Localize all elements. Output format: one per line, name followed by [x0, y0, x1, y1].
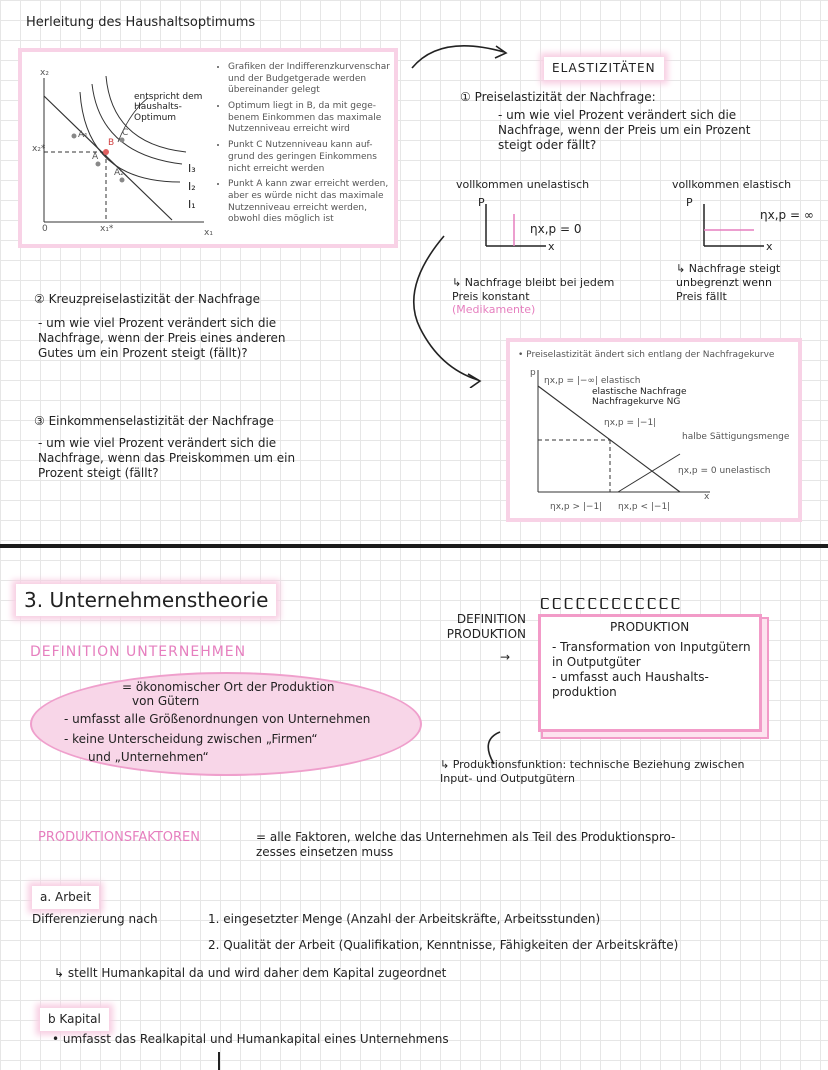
label-zero-elastic: ηx,p = 0 unelastisch	[678, 466, 771, 476]
def-line: - umfasst alle Größenordnungen von Unternehmen	[64, 712, 371, 726]
def-line: von Gütern	[132, 694, 200, 708]
einkommen-text: - um wie viel Prozent verändert sich die Nachfrage, wenn das Preiskommen um ein Prozent steigt (fällt?	[38, 436, 296, 480]
label-hand-elastic: elastische Nachfrage Nachfragekurve NG	[592, 387, 687, 407]
axis-label-x1: x₁	[204, 228, 213, 238]
page-title: Herleitung des Haushaltsoptimums	[26, 15, 256, 30]
unelastic-note-example: (Medikamente)	[452, 303, 536, 317]
demand-curve-diagram	[510, 342, 798, 518]
point-b	[103, 149, 109, 155]
arrow-to-elasticities	[412, 46, 504, 68]
curve-label-i3: I₃	[188, 162, 196, 175]
unelastic-note	[452, 262, 672, 317]
produktionsfaktoren-text: = alle Faktoren, welche das Unternehmen als Teil des Produktionspro- zesses einsetzen muss	[256, 830, 676, 859]
arrowhead-icon	[468, 374, 480, 388]
section-title: 3. Unternehmenstheorie	[16, 584, 276, 616]
differenzierung-label: Differenzierung nach	[32, 912, 158, 926]
arbeit-list-item: 2. Qualität der Arbeit (Qualifikation, Kenntnisse, Fähigkeiten der Arbeitskräfte)	[208, 938, 679, 952]
figure-bullet: • Punkt C Nutzenniveau kann auf-grund des geringen Einkommens nicht erreicht werden	[228, 140, 390, 175]
arbeit-list-item: 1. eingesetzter Menge (Anzahl der Arbeitskräfte, Arbeitsstunden)	[208, 912, 601, 926]
figure-bullet: • Punkt A kann zwar erreicht werden, aber es würde nicht das maximale Nutzenniveau erreicht werden, obwohl dies möglich ist	[228, 179, 390, 226]
demand-curve-figure	[506, 338, 802, 522]
point-a1	[72, 134, 77, 139]
figure-bullet: • Grafiken der Indifferenzkurvenschar und der Budgetgerade werden übereinander gelegt	[228, 62, 390, 97]
axis-label-x2: x₂	[40, 68, 49, 78]
point-label-b: B	[108, 138, 115, 148]
point-label-a1: A₁	[78, 130, 88, 140]
text-cursor-line	[218, 1052, 220, 1070]
arrow-right-icon: →	[500, 650, 511, 664]
label-unit-elastic: ηx,p = |−1|	[604, 418, 657, 428]
label-gt-one: ηx,p > |−1|	[550, 502, 603, 512]
preiselastizitaet-heading: ① Preiselastizität der Nachfrage:	[460, 90, 656, 104]
label-lt-one: ηx,p < |−1|	[618, 502, 671, 512]
axis-label-x2-star: x₂*	[32, 144, 46, 154]
produktion-card-title: PRODUKTION	[610, 620, 690, 634]
unelastic-axis-p: P	[478, 196, 485, 209]
arbeit-tag: a. Arbeit	[32, 886, 99, 909]
elastic-formula: ηx,p = ∞	[760, 208, 814, 222]
section-separator	[0, 544, 828, 548]
kreuzpreis-text: - um wie viel Prozent verändert sich die Nachfrage, wenn der Preis eines anderen Gutes um ein Prozent steigt (fällt)?	[38, 316, 286, 360]
indifference-curve-diagram	[22, 52, 212, 244]
produktionsfunktion-text: ↳ Produktionsfunktion: technische Beziehung zwischen Input- und Outputgütern	[440, 758, 745, 785]
unelastic-axis-x: x	[548, 240, 555, 253]
produktionsfaktoren-label: PRODUKTIONSFAKTOREN	[38, 830, 200, 845]
kapital-text: • umfasst das Realkapital und Humankapital eines Unternehmens	[52, 1032, 449, 1046]
definition-produktion-label: DEFINITION PRODUKTION	[446, 612, 526, 641]
marginal-line	[618, 454, 680, 492]
elastic-label: vollkommen elastisch	[672, 178, 792, 191]
figure-bullets	[216, 62, 390, 230]
arrowhead-icon	[495, 46, 506, 58]
spiral-rings-icon: ᥴᥴᥴᥴᥴᥴᥴᥴᥴᥴᥴᥴ	[540, 590, 683, 614]
demand-axis-x: x	[704, 492, 710, 502]
einkommen-heading: ③ Einkommenselastizität der Nachfrage	[34, 414, 274, 428]
produktion-card-text: - Transformation von Inputgütern in Outputgüter - umfasst auch Haushalts- produktion	[552, 640, 751, 699]
elastic-axis-x: x	[766, 240, 773, 253]
kreuzpreis-heading: ② Kreuzpreiselastizität der Nachfrage	[34, 292, 261, 306]
household-optimum-figure	[18, 48, 398, 248]
humankapital-note: ↳ stellt Humankapital da und wird daher dem Kapital zugeordnet	[54, 966, 447, 980]
figure-bullet: • Optimum liegt in B, da mit gege-benem Einkommen das maximale Nutzenniveau erreicht wird	[228, 101, 390, 136]
demand-figure-bullet: • Preiselastizität ändert sich entlang der Nachfragekurve	[518, 350, 775, 360]
optimum-annotation: entspricht dem Haushalts- Optimum	[134, 92, 203, 123]
demand-axis-p: p	[530, 368, 536, 378]
label-inf-elastic: ηx,p = |−∞| elastisch	[544, 376, 641, 386]
unelastic-label: vollkommen unelastisch	[456, 178, 590, 191]
def-line: und „Unternehmen“	[88, 750, 209, 764]
def-line: = ökonomischer Ort der Produktion	[122, 680, 335, 694]
preiselastizitaet-text: - um wie viel Prozent verändert sich die Nachfrage, wenn der Preis um ein Prozent steigt oder fällt?	[498, 108, 751, 152]
curve-label-i2: I₂	[188, 180, 196, 193]
elastic-axis-p: P	[686, 196, 693, 209]
point-label-c: C	[122, 128, 129, 138]
axis-label-x1-star: x₁*	[100, 224, 114, 234]
elasticities-title: ELASTIZITÄTEN	[544, 57, 664, 80]
unelastic-formula: ηx,p = 0	[530, 222, 582, 236]
unelastic-note-text: ↳ Nachfrage bleibt bei jedem Preis konstant	[452, 275, 615, 303]
label-half-saturation: halbe Sättigungsmenge	[682, 432, 790, 442]
axis-label-origin: 0	[42, 224, 48, 234]
definition-unternehmen-title: DEFINITION UNTERNEHMEN	[30, 644, 247, 660]
point-label-a2: A₂	[114, 168, 124, 178]
def-line: - keine Unterscheidung zwischen „Firmen“	[64, 732, 318, 746]
elastic-note: ↳ Nachfrage steigt unbegrenzt wenn Preis fällt	[676, 262, 781, 303]
demand-figure-bullet-text: Preiselastizität ändert sich entlang der Nachfragekurve	[526, 350, 775, 360]
point-label-a: A	[92, 152, 99, 162]
kapital-tag: b Kapital	[40, 1008, 109, 1031]
curve-label-i1: I₁	[188, 198, 196, 211]
